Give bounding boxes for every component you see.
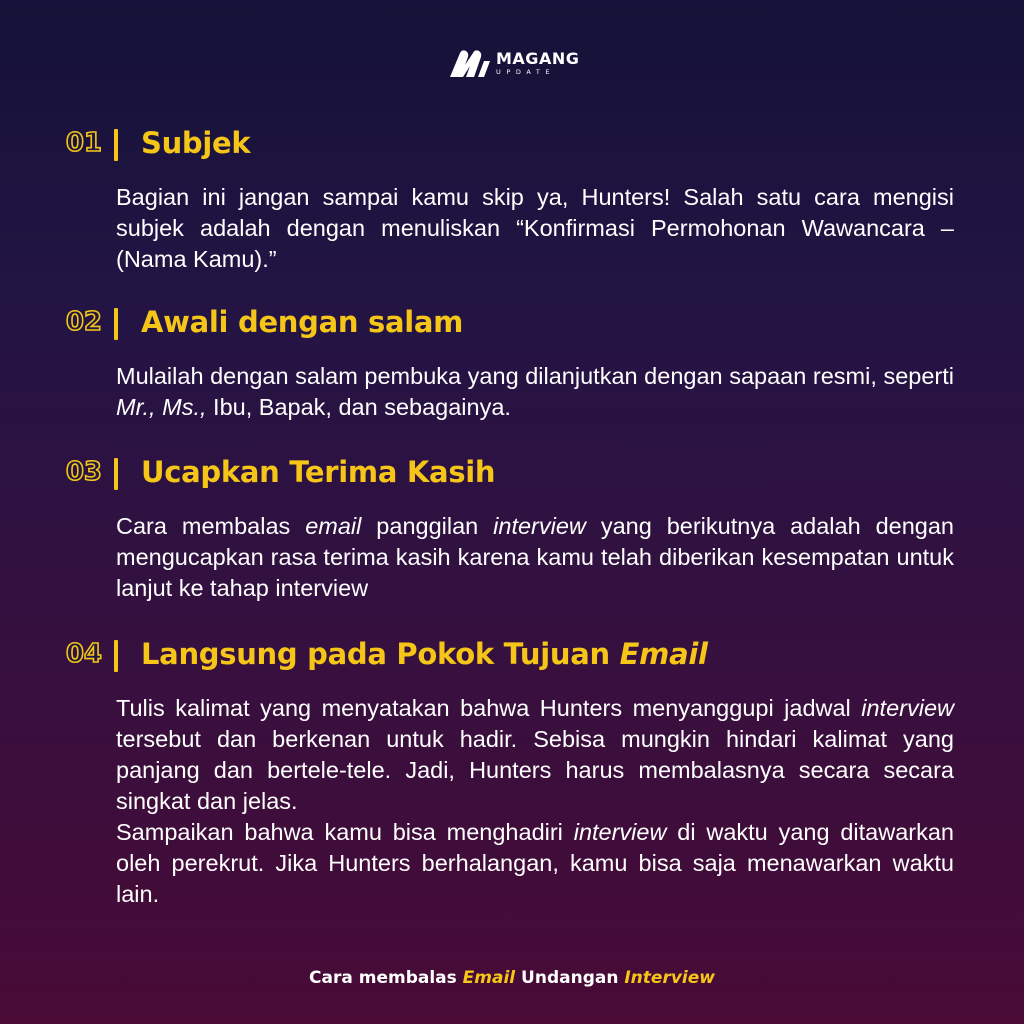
section-title: Ucapkan Terima Kasih	[141, 455, 496, 489]
italic-text: email	[305, 513, 362, 539]
section-body	[116, 361, 954, 423]
brand-logo	[448, 46, 579, 80]
text-run: Cara membalas	[116, 513, 306, 539]
section-title	[141, 637, 708, 671]
text-run: di waktu yang ditawarkan oleh perekrut. Jika Hunters berhalangan, kamu bisa saja menawarkan waktu lain.	[116, 819, 954, 907]
paragraph	[116, 361, 954, 423]
text-run: yang berikutnya adalah dengan mengucapkan rasa terima kasih karena kamu telah diberikan kesempatan untuk lanjut ke tahap interview	[116, 513, 954, 601]
text-run: Mulailah dengan salam pembuka yang dilanjutkan dengan sapaan resmi, seperti	[116, 363, 954, 389]
heading-divider	[114, 458, 118, 490]
section-title-text: Langsung pada Pokok Tujuan	[141, 637, 620, 671]
text-run: Sampaikan bahwa kamu bisa menghadiri	[116, 819, 574, 845]
italic-text: interview	[493, 513, 586, 539]
text-run: Tulis kalimat yang menyatakan bahwa Hunters menyanggupi jadwal	[116, 695, 862, 721]
heading-divider	[114, 640, 118, 672]
paragraph	[116, 511, 954, 604]
section-number: 04	[65, 639, 102, 669]
magang-m-logo-icon	[448, 47, 492, 79]
section-heading	[0, 637, 1024, 677]
section-heading	[0, 126, 1024, 166]
section-number: 02	[65, 307, 102, 337]
text-run: panggilan	[361, 513, 494, 539]
text-run: Ibu, Bapak, dan sebagainya.	[206, 394, 511, 420]
text-run: tersebut dan berkenan untuk hadir. Sebisa mungkin hindari kalimat yang panjang dan bertele-tele. Jadi, Hunters harus membalasnya secara secara singkat dan jelas.	[116, 726, 954, 814]
section-number: 01	[65, 128, 102, 158]
section-title: Awali dengan salam	[141, 305, 464, 339]
text-run: Bagian ini jangan sampai kamu skip ya, Hunters! Salah satu cara mengisi subjek adalah dengan menuliskan “Konfirmasi Permohonan Wawancara – (Nama Kamu).”	[116, 184, 954, 272]
footer-text: Cara membalas	[309, 968, 463, 988]
footer-caption	[0, 968, 1024, 988]
section-body	[116, 511, 954, 604]
footer-highlight: Email	[462, 968, 516, 988]
footer-text: Undangan	[515, 968, 625, 988]
paragraph	[116, 182, 954, 275]
italic-text: Mr., Ms.,	[116, 394, 207, 420]
section-title: Subjek	[141, 126, 251, 160]
heading-divider	[114, 129, 118, 161]
logo-name: MAGANG	[496, 48, 580, 68]
section-title-italic: Email	[619, 637, 708, 671]
footer-highlight: Interview	[624, 968, 715, 988]
italic-text: interview	[861, 695, 954, 721]
italic-text: interview	[573, 819, 667, 845]
section-body	[116, 693, 954, 910]
heading-divider	[114, 308, 118, 340]
paragraph	[116, 693, 954, 817]
section-heading	[0, 305, 1024, 345]
section-heading	[0, 455, 1024, 495]
logo-subtitle: UPDATE	[496, 67, 556, 76]
section-number: 03	[65, 457, 102, 487]
section-body	[116, 182, 954, 275]
paragraph	[116, 817, 954, 910]
